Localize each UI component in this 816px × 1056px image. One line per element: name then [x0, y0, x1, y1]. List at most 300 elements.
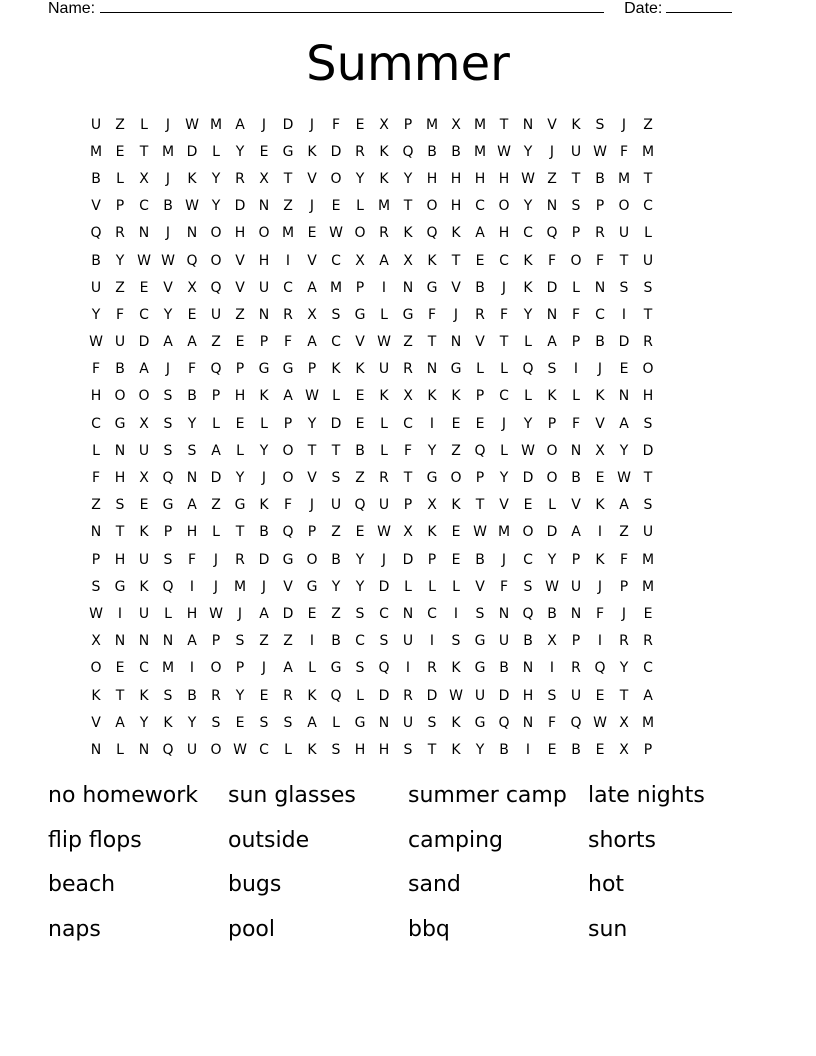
- grid-letter[interactable]: R: [403, 687, 413, 704]
- grid-letter[interactable]: H: [450, 198, 462, 215]
- grid-letter[interactable]: B: [163, 198, 173, 215]
- grid-letter[interactable]: M: [641, 551, 655, 568]
- grid-letter[interactable]: V: [283, 578, 293, 595]
- grid-letter[interactable]: P: [211, 633, 221, 650]
- grid-letter[interactable]: R: [211, 687, 221, 704]
- grid-letter[interactable]: E: [619, 361, 629, 378]
- grid-letter[interactable]: K: [595, 497, 605, 514]
- grid-letter[interactable]: D: [138, 334, 150, 351]
- grid-letter[interactable]: L: [380, 442, 388, 459]
- grid-letter[interactable]: L: [284, 741, 292, 758]
- grid-letter[interactable]: H: [258, 252, 270, 269]
- grid-letter[interactable]: C: [475, 198, 485, 215]
- grid-letter[interactable]: D: [330, 415, 342, 432]
- grid-letter[interactable]: G: [258, 361, 270, 378]
- grid-letter[interactable]: L: [500, 361, 508, 378]
- grid-letter[interactable]: O: [210, 225, 222, 242]
- grid-letter[interactable]: P: [643, 741, 653, 758]
- grid-letter[interactable]: G: [426, 279, 438, 296]
- grid-letter[interactable]: Y: [523, 198, 533, 215]
- grid-letter[interactable]: Y: [523, 415, 533, 432]
- grid-letter[interactable]: V: [307, 252, 317, 269]
- grid-letter[interactable]: E: [595, 470, 605, 487]
- grid-letter[interactable]: O: [282, 470, 294, 487]
- grid-letter[interactable]: S: [595, 116, 605, 133]
- grid-letter[interactable]: K: [379, 388, 389, 405]
- grid-letter[interactable]: F: [595, 252, 605, 269]
- grid-letter[interactable]: R: [235, 170, 245, 187]
- grid-letter[interactable]: M: [233, 578, 247, 595]
- grid-letter[interactable]: Y: [163, 306, 173, 323]
- grid-letter[interactable]: U: [402, 714, 414, 731]
- grid-letter[interactable]: P: [571, 633, 581, 650]
- grid-letter[interactable]: X: [427, 497, 437, 514]
- grid-letter[interactable]: R: [115, 225, 125, 242]
- grid-letter[interactable]: A: [619, 415, 629, 432]
- grid-letter[interactable]: D: [426, 687, 438, 704]
- grid-letter[interactable]: E: [595, 741, 605, 758]
- grid-letter[interactable]: J: [549, 143, 555, 160]
- grid-letter[interactable]: K: [595, 388, 605, 405]
- grid-letter[interactable]: A: [547, 334, 557, 351]
- grid-letter[interactable]: X: [379, 116, 389, 133]
- grid-letter[interactable]: C: [331, 252, 341, 269]
- grid-letter[interactable]: Z: [547, 170, 557, 187]
- grid-letter[interactable]: R: [571, 660, 581, 677]
- grid-letter[interactable]: A: [619, 497, 629, 514]
- grid-letter[interactable]: M: [473, 116, 487, 133]
- grid-letter[interactable]: E: [595, 687, 605, 704]
- grid-letter[interactable]: H: [498, 170, 510, 187]
- grid-letter[interactable]: H: [474, 170, 486, 187]
- grid-letter[interactable]: Z: [115, 279, 125, 296]
- grid-letter[interactable]: H: [234, 225, 246, 242]
- grid-letter[interactable]: L: [236, 442, 244, 459]
- grid-letter[interactable]: P: [115, 198, 125, 215]
- grid-letter[interactable]: I: [573, 361, 579, 378]
- grid-letter[interactable]: K: [523, 252, 533, 269]
- grid-letter[interactable]: T: [619, 687, 629, 704]
- grid-letter[interactable]: X: [355, 252, 365, 269]
- grid-letter[interactable]: Z: [643, 116, 653, 133]
- grid-letter[interactable]: N: [162, 633, 174, 650]
- grid-letter[interactable]: B: [499, 741, 509, 758]
- grid-letter[interactable]: L: [380, 415, 388, 432]
- grid-letter[interactable]: F: [547, 714, 557, 731]
- grid-letter[interactable]: I: [117, 605, 123, 622]
- grid-letter[interactable]: Q: [498, 714, 510, 731]
- grid-letter[interactable]: D: [330, 143, 342, 160]
- grid-letter[interactable]: C: [499, 252, 509, 269]
- grid-letter[interactable]: U: [618, 225, 630, 242]
- grid-letter[interactable]: Q: [522, 605, 534, 622]
- grid-letter[interactable]: P: [403, 497, 413, 514]
- grid-letter[interactable]: I: [309, 633, 315, 650]
- grid-letter[interactable]: U: [138, 605, 150, 622]
- grid-letter[interactable]: W: [497, 143, 511, 160]
- grid-letter[interactable]: E: [259, 143, 269, 160]
- grid-letter[interactable]: W: [521, 170, 535, 187]
- grid-letter[interactable]: V: [451, 279, 461, 296]
- grid-letter[interactable]: K: [451, 660, 461, 677]
- grid-letter[interactable]: J: [309, 497, 315, 514]
- grid-letter[interactable]: R: [427, 660, 437, 677]
- grid-letter[interactable]: I: [405, 660, 411, 677]
- grid-letter[interactable]: K: [355, 361, 365, 378]
- grid-letter[interactable]: J: [309, 198, 315, 215]
- grid-letter[interactable]: T: [643, 306, 653, 323]
- grid-letter[interactable]: E: [307, 225, 317, 242]
- grid-letter[interactable]: L: [572, 279, 580, 296]
- grid-letter[interactable]: Q: [162, 470, 174, 487]
- grid-letter[interactable]: U: [114, 334, 126, 351]
- grid-letter[interactable]: O: [210, 741, 222, 758]
- grid-letter[interactable]: R: [379, 225, 389, 242]
- grid-letter[interactable]: N: [546, 198, 558, 215]
- grid-letter[interactable]: L: [572, 388, 580, 405]
- grid-letter[interactable]: N: [378, 714, 390, 731]
- grid-letter[interactable]: J: [237, 605, 243, 622]
- grid-letter[interactable]: D: [210, 470, 222, 487]
- grid-letter[interactable]: S: [163, 388, 173, 405]
- grid-letter[interactable]: K: [259, 497, 269, 514]
- grid-letter[interactable]: Y: [139, 714, 149, 731]
- grid-letter[interactable]: R: [595, 225, 605, 242]
- grid-letter[interactable]: Z: [211, 334, 221, 351]
- grid-letter[interactable]: B: [331, 633, 341, 650]
- grid-letter[interactable]: S: [619, 279, 629, 296]
- grid-letter[interactable]: D: [378, 687, 390, 704]
- grid-letter[interactable]: N: [570, 442, 582, 459]
- grid-letter[interactable]: C: [139, 660, 149, 677]
- grid-letter[interactable]: E: [235, 714, 245, 731]
- date-blank[interactable]: [666, 0, 732, 13]
- grid-letter[interactable]: B: [475, 551, 485, 568]
- grid-letter[interactable]: Y: [235, 687, 245, 704]
- grid-letter[interactable]: U: [90, 116, 102, 133]
- grid-letter[interactable]: B: [571, 470, 581, 487]
- grid-letter[interactable]: P: [619, 578, 629, 595]
- grid-letter[interactable]: M: [329, 279, 343, 296]
- grid-letter[interactable]: Y: [427, 442, 437, 459]
- grid-letter[interactable]: W: [521, 442, 535, 459]
- grid-letter[interactable]: K: [139, 687, 149, 704]
- grid-letter[interactable]: T: [283, 170, 293, 187]
- grid-letter[interactable]: S: [163, 551, 173, 568]
- grid-letter[interactable]: V: [595, 415, 605, 432]
- grid-letter[interactable]: H: [426, 170, 438, 187]
- grid-letter[interactable]: O: [546, 470, 558, 487]
- grid-letter[interactable]: C: [139, 306, 149, 323]
- grid-letter[interactable]: D: [186, 143, 198, 160]
- grid-letter[interactable]: S: [643, 415, 653, 432]
- grid-letter[interactable]: I: [597, 633, 603, 650]
- grid-letter[interactable]: Z: [451, 442, 461, 459]
- grid-letter[interactable]: Z: [259, 633, 269, 650]
- grid-letter[interactable]: A: [187, 497, 197, 514]
- grid-letter[interactable]: F: [499, 306, 509, 323]
- grid-letter[interactable]: J: [165, 225, 171, 242]
- grid-letter[interactable]: N: [186, 470, 198, 487]
- grid-letter[interactable]: Y: [331, 578, 341, 595]
- grid-letter[interactable]: J: [453, 306, 459, 323]
- grid-letter[interactable]: J: [165, 170, 171, 187]
- grid-letter[interactable]: J: [213, 551, 219, 568]
- grid-letter[interactable]: H: [450, 170, 462, 187]
- grid-letter[interactable]: A: [307, 714, 317, 731]
- grid-letter[interactable]: T: [307, 442, 317, 459]
- grid-letter[interactable]: X: [307, 306, 317, 323]
- grid-letter[interactable]: V: [91, 714, 101, 731]
- grid-letter[interactable]: H: [378, 741, 390, 758]
- grid-letter[interactable]: Q: [354, 497, 366, 514]
- grid-letter[interactable]: V: [475, 334, 485, 351]
- grid-letter[interactable]: K: [331, 361, 341, 378]
- grid-letter[interactable]: L: [116, 741, 124, 758]
- grid-letter[interactable]: X: [91, 633, 101, 650]
- grid-letter[interactable]: L: [500, 442, 508, 459]
- grid-letter[interactable]: W: [377, 524, 391, 541]
- grid-letter[interactable]: R: [379, 470, 389, 487]
- grid-letter[interactable]: U: [378, 497, 390, 514]
- grid-letter[interactable]: K: [307, 687, 317, 704]
- grid-letter[interactable]: O: [522, 524, 534, 541]
- grid-letter[interactable]: Q: [594, 660, 606, 677]
- grid-letter[interactable]: Y: [211, 170, 221, 187]
- grid-letter[interactable]: B: [331, 551, 341, 568]
- grid-letter[interactable]: N: [402, 279, 414, 296]
- grid-letter[interactable]: U: [402, 633, 414, 650]
- grid-letter[interactable]: H: [186, 605, 198, 622]
- grid-letter[interactable]: Z: [211, 497, 221, 514]
- grid-letter[interactable]: L: [524, 334, 532, 351]
- grid-letter[interactable]: E: [643, 605, 653, 622]
- grid-letter[interactable]: S: [187, 442, 197, 459]
- grid-letter[interactable]: W: [233, 741, 247, 758]
- grid-letter[interactable]: N: [138, 633, 150, 650]
- grid-letter[interactable]: T: [499, 116, 509, 133]
- grid-letter[interactable]: X: [619, 714, 629, 731]
- grid-letter[interactable]: L: [356, 198, 364, 215]
- grid-letter[interactable]: F: [619, 551, 629, 568]
- grid-letter[interactable]: L: [92, 442, 100, 459]
- grid-letter[interactable]: O: [642, 361, 654, 378]
- grid-letter[interactable]: N: [570, 605, 582, 622]
- grid-letter[interactable]: P: [235, 660, 245, 677]
- grid-letter[interactable]: P: [259, 334, 269, 351]
- grid-letter[interactable]: Q: [474, 442, 486, 459]
- grid-letter[interactable]: Z: [91, 497, 101, 514]
- grid-letter[interactable]: I: [189, 660, 195, 677]
- grid-letter[interactable]: R: [403, 361, 413, 378]
- grid-letter[interactable]: S: [643, 279, 653, 296]
- grid-letter[interactable]: E: [355, 524, 365, 541]
- grid-letter[interactable]: C: [523, 551, 533, 568]
- grid-letter[interactable]: T: [403, 470, 413, 487]
- grid-letter[interactable]: L: [524, 388, 532, 405]
- grid-letter[interactable]: F: [91, 361, 101, 378]
- grid-letter[interactable]: Q: [546, 225, 558, 242]
- grid-letter[interactable]: B: [187, 388, 197, 405]
- grid-letter[interactable]: D: [546, 524, 558, 541]
- grid-letter[interactable]: Y: [523, 143, 533, 160]
- grid-letter[interactable]: U: [378, 361, 390, 378]
- grid-letter[interactable]: B: [427, 143, 437, 160]
- grid-letter[interactable]: T: [643, 170, 653, 187]
- grid-letter[interactable]: S: [547, 361, 557, 378]
- grid-letter[interactable]: G: [474, 633, 486, 650]
- grid-letter[interactable]: X: [547, 633, 557, 650]
- grid-letter[interactable]: U: [570, 687, 582, 704]
- grid-letter[interactable]: M: [617, 170, 631, 187]
- grid-letter[interactable]: P: [571, 225, 581, 242]
- grid-letter[interactable]: S: [235, 633, 245, 650]
- grid-letter[interactable]: Z: [403, 334, 413, 351]
- grid-letter[interactable]: B: [187, 687, 197, 704]
- grid-letter[interactable]: Y: [403, 170, 413, 187]
- grid-letter[interactable]: J: [261, 660, 267, 677]
- grid-letter[interactable]: B: [523, 633, 533, 650]
- grid-letter[interactable]: Q: [162, 578, 174, 595]
- grid-letter[interactable]: R: [643, 334, 653, 351]
- grid-letter[interactable]: Y: [187, 415, 197, 432]
- grid-letter[interactable]: Z: [355, 470, 365, 487]
- grid-letter[interactable]: T: [427, 741, 437, 758]
- grid-letter[interactable]: T: [475, 497, 485, 514]
- grid-letter[interactable]: H: [234, 388, 246, 405]
- grid-letter[interactable]: E: [523, 497, 533, 514]
- grid-letter[interactable]: J: [501, 279, 507, 296]
- grid-letter[interactable]: O: [546, 442, 558, 459]
- grid-letter[interactable]: J: [165, 361, 171, 378]
- grid-letter[interactable]: M: [497, 524, 511, 541]
- grid-letter[interactable]: O: [498, 198, 510, 215]
- grid-letter[interactable]: O: [138, 388, 150, 405]
- grid-letter[interactable]: G: [354, 306, 366, 323]
- grid-letter[interactable]: P: [307, 361, 317, 378]
- grid-letter[interactable]: N: [522, 116, 534, 133]
- grid-letter[interactable]: Z: [331, 605, 341, 622]
- grid-letter[interactable]: B: [355, 442, 365, 459]
- grid-letter[interactable]: M: [161, 143, 175, 160]
- grid-letter[interactable]: O: [282, 442, 294, 459]
- grid-letter[interactable]: O: [426, 198, 438, 215]
- grid-letter[interactable]: J: [309, 116, 315, 133]
- grid-letter[interactable]: V: [355, 334, 365, 351]
- grid-letter[interactable]: Y: [91, 306, 101, 323]
- grid-letter[interactable]: E: [235, 334, 245, 351]
- grid-letter[interactable]: N: [90, 524, 102, 541]
- grid-letter[interactable]: Q: [210, 279, 222, 296]
- grid-letter[interactable]: C: [283, 279, 293, 296]
- grid-letter[interactable]: O: [114, 388, 126, 405]
- grid-letter[interactable]: L: [548, 497, 556, 514]
- grid-letter[interactable]: W: [137, 252, 151, 269]
- grid-letter[interactable]: E: [355, 415, 365, 432]
- grid-letter[interactable]: G: [426, 470, 438, 487]
- grid-letter[interactable]: H: [498, 225, 510, 242]
- grid-letter[interactable]: F: [571, 415, 581, 432]
- grid-letter[interactable]: L: [332, 714, 340, 731]
- grid-letter[interactable]: U: [330, 497, 342, 514]
- grid-letter[interactable]: Y: [355, 170, 365, 187]
- grid-letter[interactable]: S: [331, 306, 341, 323]
- grid-letter[interactable]: N: [522, 660, 534, 677]
- grid-letter[interactable]: Y: [115, 252, 125, 269]
- grid-letter[interactable]: A: [379, 252, 389, 269]
- grid-letter[interactable]: T: [499, 334, 509, 351]
- grid-letter[interactable]: K: [259, 388, 269, 405]
- grid-letter[interactable]: K: [403, 225, 413, 242]
- grid-letter[interactable]: E: [451, 524, 461, 541]
- grid-letter[interactable]: T: [451, 252, 461, 269]
- grid-letter[interactable]: J: [501, 415, 507, 432]
- grid-letter[interactable]: A: [115, 714, 125, 731]
- grid-letter[interactable]: B: [451, 143, 461, 160]
- grid-letter[interactable]: S: [643, 497, 653, 514]
- grid-letter[interactable]: Q: [186, 252, 198, 269]
- grid-letter[interactable]: G: [402, 306, 414, 323]
- grid-letter[interactable]: X: [259, 170, 269, 187]
- grid-letter[interactable]: J: [621, 116, 627, 133]
- grid-letter[interactable]: E: [187, 306, 197, 323]
- grid-letter[interactable]: I: [429, 415, 435, 432]
- grid-letter[interactable]: B: [499, 660, 509, 677]
- grid-letter[interactable]: K: [451, 388, 461, 405]
- grid-letter[interactable]: C: [403, 415, 413, 432]
- grid-letter[interactable]: B: [91, 170, 101, 187]
- grid-letter[interactable]: D: [498, 687, 510, 704]
- grid-letter[interactable]: C: [643, 660, 653, 677]
- grid-letter[interactable]: P: [307, 524, 317, 541]
- grid-letter[interactable]: J: [501, 551, 507, 568]
- grid-letter[interactable]: G: [474, 660, 486, 677]
- grid-letter[interactable]: K: [547, 388, 557, 405]
- grid-letter[interactable]: W: [209, 605, 223, 622]
- grid-letter[interactable]: S: [283, 714, 293, 731]
- grid-letter[interactable]: I: [285, 252, 291, 269]
- grid-letter[interactable]: W: [545, 578, 559, 595]
- grid-letter[interactable]: L: [260, 415, 268, 432]
- grid-letter[interactable]: W: [377, 334, 391, 351]
- grid-letter[interactable]: O: [330, 170, 342, 187]
- grid-letter[interactable]: G: [282, 551, 294, 568]
- grid-letter[interactable]: A: [307, 334, 317, 351]
- grid-letter[interactable]: G: [162, 497, 174, 514]
- grid-letter[interactable]: J: [261, 578, 267, 595]
- grid-letter[interactable]: A: [139, 361, 149, 378]
- grid-letter[interactable]: W: [329, 225, 343, 242]
- grid-letter[interactable]: I: [621, 306, 627, 323]
- grid-letter[interactable]: D: [546, 279, 558, 296]
- grid-letter[interactable]: E: [451, 551, 461, 568]
- grid-letter[interactable]: S: [475, 605, 485, 622]
- grid-letter[interactable]: J: [165, 116, 171, 133]
- grid-letter[interactable]: K: [379, 143, 389, 160]
- grid-letter[interactable]: G: [330, 660, 342, 677]
- grid-letter[interactable]: H: [522, 687, 534, 704]
- grid-letter[interactable]: Q: [426, 225, 438, 242]
- grid-letter[interactable]: A: [283, 660, 293, 677]
- grid-letter[interactable]: Y: [211, 198, 221, 215]
- grid-letter[interactable]: Q: [330, 687, 342, 704]
- grid-letter[interactable]: W: [593, 143, 607, 160]
- grid-letter[interactable]: N: [498, 605, 510, 622]
- grid-letter[interactable]: V: [475, 578, 485, 595]
- grid-letter[interactable]: L: [452, 578, 460, 595]
- grid-letter[interactable]: H: [642, 388, 654, 405]
- grid-letter[interactable]: E: [355, 388, 365, 405]
